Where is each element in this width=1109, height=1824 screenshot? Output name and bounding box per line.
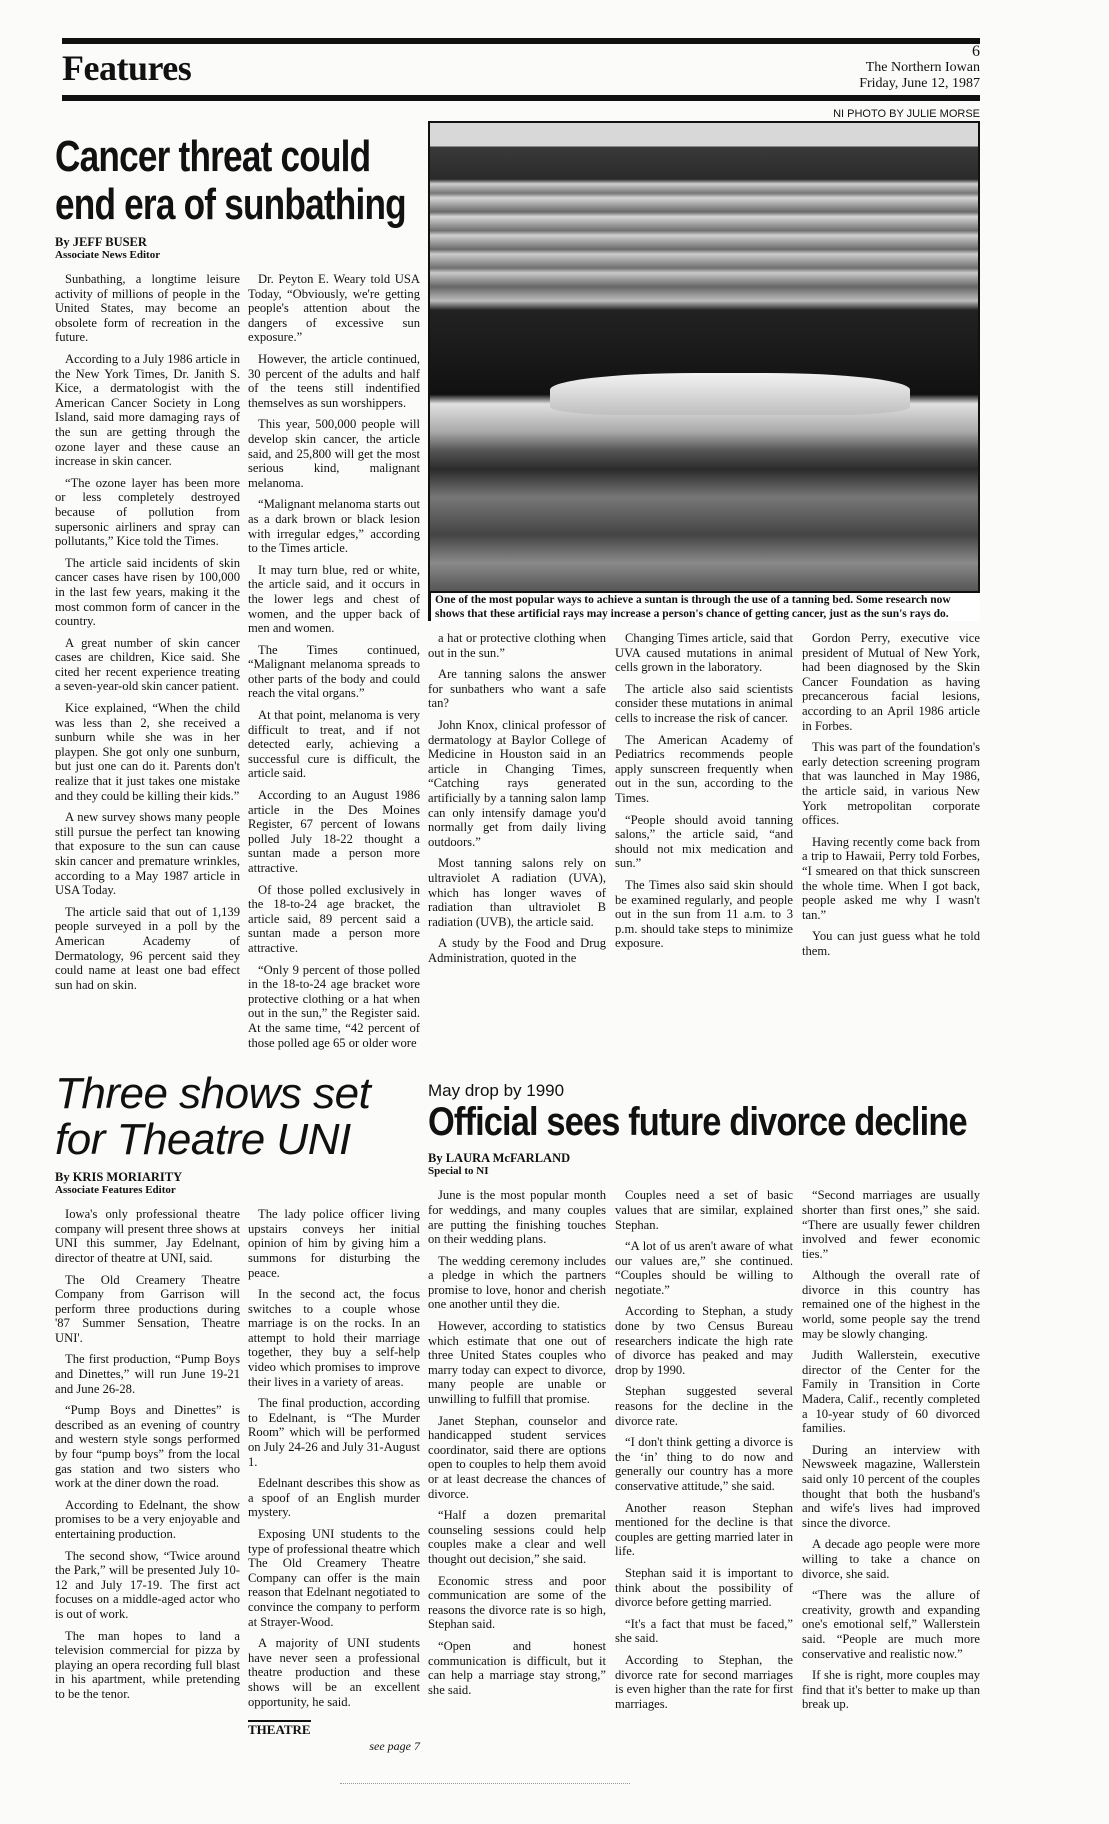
jump-page: see page 7 (369, 1739, 420, 1754)
article-paragraph: “The ozone layer has been more or less completely destroyed because of pollution from supersonic airliners and spray can pollutants,” Kice told the Times. (55, 475, 240, 549)
byline-name: By LAURA McFARLAND (428, 1151, 571, 1166)
article-paragraph: Exposing UNI students to the type of professional theatre which The Old Creamery Theatre Company can offer is the main reason that Edelnant negotiated to convince the company to perform at Strayer-Wood. (248, 1527, 420, 1629)
cancer-byline (55, 236, 420, 262)
article-paragraph: Having recently come back from a trip to Hawaii, Perry told Forbes, “I smeared on that thick sunscreen the whole time. When I got back, people asked me why I wasn't tan.” (802, 834, 980, 922)
article-paragraph: A decade ago people were more willing to take a chance on divorce, she said. (802, 1537, 980, 1581)
article-paragraph: According to Stephan, a study done by two Census Bureau researchers indicate the high rate of divorce has peaked and may drop by 1990. (615, 1304, 793, 1377)
article-paragraph: According to Stephan, the divorce rate for second marriages is even higher than the rate for first marriages. (615, 1652, 793, 1711)
article-paragraph: If she is right, more couples may find that it's better to make up than break up. (802, 1668, 980, 1712)
jump-label: THEATRE (248, 1722, 311, 1738)
article-paragraph: You can just guess what he told them. (802, 929, 980, 958)
article-paragraph: The wedding ceremony includes a pledge in which the partners promise to love, honor and cherish one another until they die. (428, 1253, 606, 1312)
theatre-byline (55, 1171, 420, 1197)
article-paragraph: Edelnant describes this show as a spoof of an English murder mystery. (248, 1476, 420, 1520)
article-paragraph: This was part of the foundation's early detection screening program that was launched in May 1986, the article said, in various New York metropolitan corporate offices. (802, 740, 980, 828)
divorce-kicker: May drop by 1990 (428, 1081, 565, 1101)
article-paragraph: “Half a dozen premarital counseling sessions could help couples make a clear and well thought out decision,” she said. (428, 1508, 606, 1566)
divorce-byline (428, 1152, 980, 1178)
article-paragraph: “Open and honest communication is difficult, but it can help a marriage stay strong,” she said. (428, 1638, 606, 1697)
cancer-right-block (428, 107, 980, 1057)
theatre-article (55, 1071, 420, 1753)
article-paragraph: Iowa's only professional theatre company will present three shows at UNI this summer, Jay Edelnant, director of theatre at UNI, said. (55, 1207, 240, 1265)
photo-caption: One of the most popular ways to achieve a suntan is through the use of a tanning bed. Some research now shows that these artificial rays may increase a person's chance of getting cancer, just as the sun's rays do. (428, 593, 980, 621)
cancer-column-4 (615, 631, 793, 972)
headline-line: for Theatre UNI (55, 1115, 351, 1165)
byline-name: By JEFF BUSER (55, 235, 147, 250)
headline-line: Three shows set (55, 1069, 371, 1119)
issue-date: Friday, June 12, 1987 (859, 76, 980, 91)
article-paragraph: According to an August 1986 article in the Des Moines Register, 67 percent of Iowans polled July 18-22 thought a suntan made a person more attractive. (248, 788, 420, 875)
divorce-headline-wrap (428, 1101, 980, 1144)
section-title: Features (62, 48, 192, 88)
theatre-columns (55, 1207, 420, 1753)
divorce-article (428, 1071, 980, 1753)
article-paragraph: Economic stress and poor communication are some of the reasons the divorce rate is so high, Stephan said. (428, 1573, 606, 1632)
article-paragraph: Sunbathing, a longtime leisure activity of millions of people in the United States, may become an obsolete form of recreation in the future. (55, 272, 240, 345)
divorce-column-1 (428, 1188, 606, 1719)
article-paragraph: Judith Wallerstein, executive director of the Center for the Family in Transition in Corte Madera, Calif., recently completed a 10-year study of 60 divorced families. (802, 1348, 980, 1436)
article-paragraph: However, the article continued, 30 percent of the adults and half of the teens still indentified themselves as sun worshippers. (248, 352, 420, 410)
theatre-headline (55, 1071, 420, 1163)
masthead (730, 44, 980, 92)
article-paragraph: During an interview with Newsweek magazine, Wallerstein said only 10 percent of the couples thought that both the husband's and wife's lives had improved since the divorce. (802, 1442, 980, 1530)
article-paragraph: Although the overall rate of divorce in this country has remained one of the highest in the world, some people say the trend may be slowly changing. (802, 1268, 980, 1341)
cancer-column-5 (802, 631, 980, 972)
article-paragraph: Dr. Peyton E. Weary told USA Today, “Obviously, we're getting people's attention about the dangers of excessive sun exposure.” (248, 272, 420, 345)
article-paragraph: The final production, according to Edelnant, is “The Murder Room” which will be performed on July 24-26 and July 31-August 1. (248, 1396, 420, 1469)
article-paragraph: It may turn blue, red or white, the article said, and it occurs in the lower legs and chest of women, and the upper back of men and women. (248, 562, 420, 636)
article-paragraph: John Knox, clinical professor of dermatology at Baylor College of Medicine in Houston said in an article in Changing Times, “Catching rays generated artificially by a tanning salon lamp can only intensify damage you'd normally get from daily living outdoors.” (428, 717, 606, 849)
article-paragraph: Couples need a set of basic values that are similar, explained Stephan. (615, 1188, 793, 1232)
cancer-headline (55, 133, 420, 228)
article-paragraph: The article also said scientists consider these mutations in animal cells to increase the risk of cancer. (615, 681, 793, 725)
article-paragraph: “Pump Boys and Dinettes” is described as an evening of country and western style songs performed by four “pump boys” from the local gas station and two sisters who work at the diner down the road. (55, 1403, 240, 1491)
theatre-column-2-wrap (248, 1207, 420, 1753)
article-paragraph: A majority of UNI students have never seen a professional theatre production and these shows will be an excellent opportunity, he said. (248, 1636, 420, 1709)
article-paragraph: The article said that out of 1,139 people surveyed in a poll by the American Academy of Dermatology, 96 percent said they could name at least one bad effect sun had on skin. (55, 904, 240, 992)
article-paragraph: According to a July 1986 article in the New York Times, Dr. Janith S. Kice, a dermatologist with the American Cancer Society in Long Island, said more damaging rays of the sun are getting through the ozone layer and these cause an increase in skin cancer. (55, 352, 240, 469)
byline-title: Special to NI (428, 1165, 489, 1178)
article-paragraph: Stephan said it is important to think about the possibility of divorce before getting married. (615, 1565, 793, 1610)
cancer-headline-wrap (55, 133, 420, 228)
article-paragraph: The man hopes to land a television commercial for pizza by playing an opera recording full blast in his apartment, while pretending to be the tenor. (55, 1628, 240, 1701)
byline-title: Associate News Editor (55, 249, 161, 262)
cancer-column-3 (428, 631, 606, 972)
article-paragraph: Most tanning salons rely on ultraviolet A radiation (UVA), which has longer waves of radiation than ultraviolet B radiation (UVB), the article said. (428, 856, 606, 929)
article-paragraph: “Malignant melanoma starts out as a dark brown or black lesion with irregular edges,” according to the Times article. (248, 497, 420, 556)
article-paragraph: A new survey shows many people still pursue the perfect tan knowing that exposure to the sun can cause skin cancer and premature wrinkles, according to a May 1987 article in USA Today. (55, 810, 240, 898)
article-paragraph: The American Academy of Pediatrics recommends people apply sunscreen frequently when out in the sun, according to the Times. (615, 732, 793, 805)
article-paragraph: According to Edelnant, the show promises to be a very enjoyable and entertaining production. (55, 1497, 240, 1541)
theatre-column-2 (248, 1207, 420, 1709)
headline-line: Cancer threat could (55, 133, 371, 181)
article-paragraph: Another reason Stephan mentioned for the decline is that couples are getting married later in life. (615, 1500, 793, 1559)
article-paragraph: The Times continued, “Malignant melanoma spreads to other parts of the body and could reach the vital organs.” (248, 642, 420, 701)
byline-name: By KRIS MORIARITY (55, 1170, 183, 1185)
divorce-column-2 (615, 1188, 793, 1719)
tanning-bed-photo (428, 121, 980, 593)
article-paragraph: Of those polled exclusively in the 18-to-24 age bracket, the article said, 89 percent said a suntan made a person more attractive. (248, 882, 420, 955)
article-paragraph: “People should avoid tanning salons,” the article said, “and should not mix medication and sun.” (615, 812, 793, 871)
cancer-right-columns (428, 631, 980, 972)
bottom-dotted-line (340, 1783, 630, 1784)
article-paragraph: In the second act, the focus switches to a couple whose marriage is on the rocks. In an attempt to hold their marriage together, they buy a self-help video which promises to improve their lives in a variety of areas. (248, 1287, 420, 1389)
continuation-jump[interactable] (248, 1716, 420, 1753)
paper-name: The Northern Iowan (865, 60, 980, 75)
article-paragraph: Janet Stephan, counselor and handicapped student services coordinator, said there are options open to couples to help them avoid or at least decrease the chances of divorce. (428, 1413, 606, 1501)
article-paragraph: The lady police officer living upstairs conveys her initial opinion of him by giving him a summons for disturbing the peace. (248, 1207, 420, 1280)
article-paragraph: At that point, melanoma is very difficult to treat, and if not detected early, achieving a successful cure is difficult, the article said. (248, 708, 420, 781)
article-paragraph: Stephan suggested several reasons for the decline in the divorce rate. (615, 1384, 793, 1428)
divorce-headline: Official sees future divorce decline (428, 1101, 967, 1145)
header-rule (62, 95, 980, 101)
cancer-left-columns (55, 272, 420, 1057)
page-header (55, 44, 980, 95)
headline-line: end era of sunbathing (55, 179, 406, 229)
article-paragraph: June is the most popular month for weddings, and many couples are putting the finishing touches on their wedding plans. (428, 1188, 606, 1247)
article-paragraph: This year, 500,000 people will develop skin cancer, the article said, and 25,800 will get the most serious kind, malignant melanoma. (248, 417, 420, 490)
article-paragraph: “A lot of us aren't aware of what our values are,” she continued. “Couples should be willing to negotiate.” (615, 1239, 793, 1297)
article-paragraph: Are tanning salons the answer for sunbathers who want a safe tan? (428, 667, 606, 711)
article-paragraph: “There was the allure of creativity, growth and expanding one's emotional self,” Wallerstein said. “People are much more conservative and realistic now.” (802, 1588, 980, 1661)
article-paragraph: “I don't think getting a divorce is the ‘in’ thing to do now and generally our country has a more conservative attitude,” she said. (615, 1435, 793, 1493)
byline-title: Associate Features Editor (55, 1184, 176, 1197)
article-paragraph: Changing Times article, said that UVA caused mutations in animal cells grown in the laboratory. (615, 631, 793, 675)
article-paragraph: The Times also said skin should be examined regularly, and people out in the sun from 11 a.m. to 3 p.m. should take steps to minimize exposure. (615, 877, 793, 951)
divorce-columns (428, 1188, 980, 1719)
article-paragraph: a hat or protective clothing when out in the sun.” (428, 631, 606, 660)
cancer-column-1 (55, 272, 240, 1057)
person-figure (550, 373, 910, 415)
bottom-row (55, 1071, 980, 1753)
divorce-column-3 (802, 1188, 980, 1719)
article-paragraph: A great number of skin cancer cases are children, Kice said. She cited her recent experience treating a seven-year-old skin cancer patient. (55, 635, 240, 694)
article-paragraph: “Second marriages are usually shorter than first ones,” she said. “There are usually fewer children involved and fewer economic ties.” (802, 1188, 980, 1261)
article-paragraph: The second show, “Twice around the Park,” will be presented July 10-12 and July 17-19. The first act focuses on a middle-aged actor who is out of work. (55, 1548, 240, 1621)
cancer-column-2 (248, 272, 420, 1057)
article-paragraph: “It's a fact that must be faced,” she said. (615, 1616, 793, 1646)
article-paragraph: However, according to statistics which estimate that one out of three United States couples who marry today can expect to divorce, many people are unable or unwilling to fulfill that promise. (428, 1319, 606, 1407)
article-paragraph: The first production, “Pump Boys and Dinettes,” will run June 19-21 and June 26-28. (55, 1352, 240, 1396)
article-paragraph: The Old Creamery Theatre Company from Garrison will perform three productions during '87 Summer Sensation, Theatre UNI'. (55, 1272, 240, 1345)
cancer-article (55, 107, 980, 1057)
page-number: 6 (972, 43, 980, 60)
photo-credit: NI PHOTO BY JULIE MORSE (833, 108, 980, 120)
article-paragraph: Kice explained, “When the child was less than 2, she received a sunburn while she was in her playpen. She got only one sunburn, but just one can do it. Parents don't realize that it just takes one mistake and they could be killing their kids.” (55, 701, 240, 803)
article-paragraph: The article said incidents of skin cancer cases have risen by 100,000 in the last few years, making it the most common form of cancer in the country. (55, 555, 240, 629)
article-paragraph: “Only 9 percent of those polled in the 18-to-24 age bracket wore protective clothing or a hat when out in the sun,” the Register said. At the same time, “42 percent of those polled age 65 or older wore (248, 962, 420, 1050)
theatre-column-1 (55, 1207, 240, 1753)
article-paragraph: Gordon Perry, executive vice president of Mutual of New York, had been diagnosed by the Skin Cancer Foundation as having precancerous facial lesions, according to an April 1986 article in Forbes. (802, 631, 980, 733)
article-paragraph: A study by the Food and Drug Administration, quoted in the (428, 936, 606, 965)
cancer-left-block (55, 107, 420, 1057)
